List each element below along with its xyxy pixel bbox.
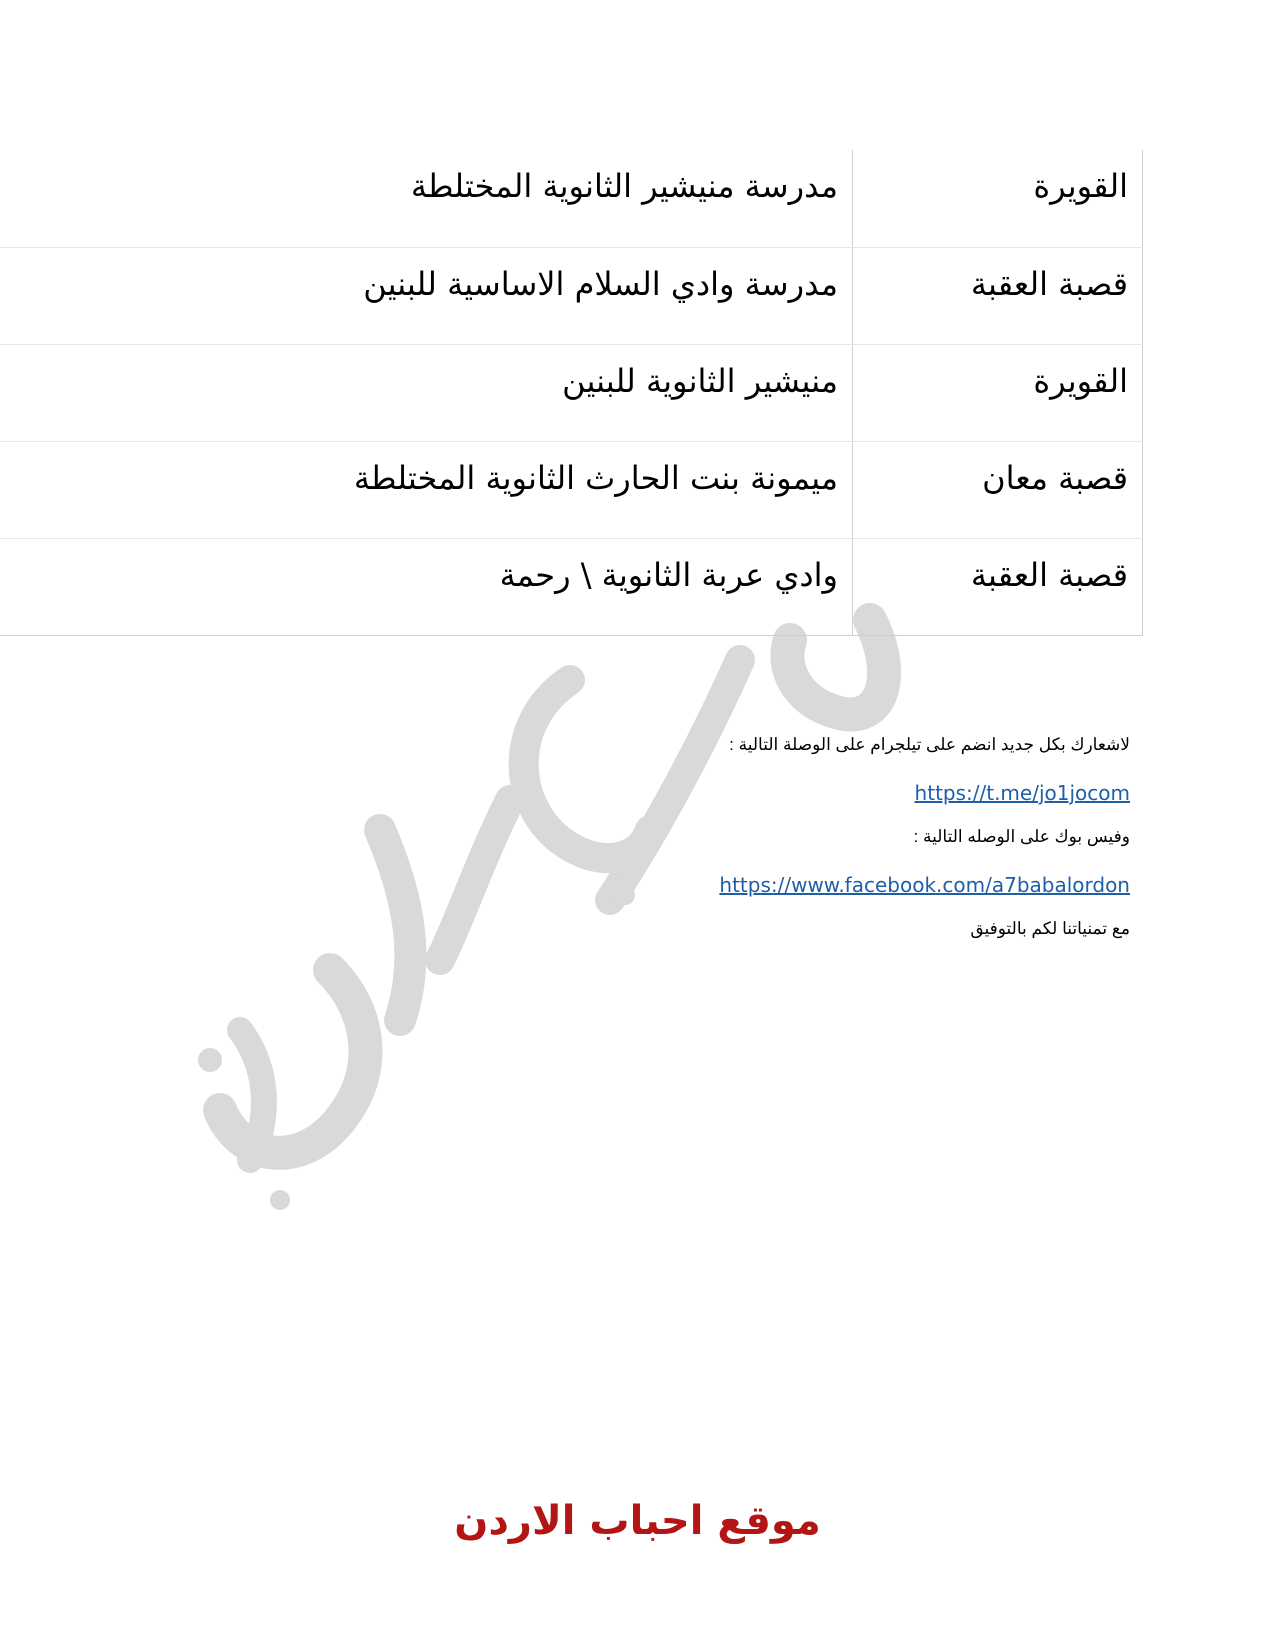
- table-row: [0, 441, 1143, 538]
- school-cell: ميمونة بنت الحارث الثانوية المختلطة: [0, 441, 853, 538]
- telegram-text: لاشعارك بكل جديد انضم على تيلجرام على الوصلة التالية :: [729, 735, 1130, 754]
- footer-site-title: موقع احباب الاردن: [454, 1498, 821, 1544]
- school-cell: مدرسة منيشير الثانوية المختلطة: [0, 150, 853, 247]
- school-cell: مدرسة وادي السلام الاساسية للبنين: [0, 247, 853, 344]
- area-cell: القويرة: [853, 344, 1143, 441]
- notes-section: [430, 735, 1130, 939]
- telegram-link[interactable]: https://t.me/jo1jocom: [914, 781, 1130, 805]
- school-cell: منيشير الثانوية للبنين: [0, 344, 853, 441]
- area-cell: قصبة العقبة: [853, 538, 1143, 635]
- area-cell: قصبة العقبة: [853, 247, 1143, 344]
- area-cell: قصبة معان: [853, 441, 1143, 538]
- table-row: [0, 538, 1143, 635]
- facebook-text: وفيس بوك على الوصله التالية :: [913, 827, 1130, 846]
- table-row: [0, 344, 1143, 441]
- facebook-link[interactable]: https://www.facebook.com/a7babalordon: [719, 873, 1130, 897]
- wishes-text: مع تمنياتنا لكم بالتوفيق: [970, 919, 1130, 938]
- school-cell: وادي عربة الثانوية \ رحمة: [0, 538, 853, 635]
- schools-table: [0, 150, 1143, 636]
- table-row: [0, 247, 1143, 344]
- area-cell: القويرة: [853, 150, 1143, 247]
- table-row: [0, 150, 1143, 247]
